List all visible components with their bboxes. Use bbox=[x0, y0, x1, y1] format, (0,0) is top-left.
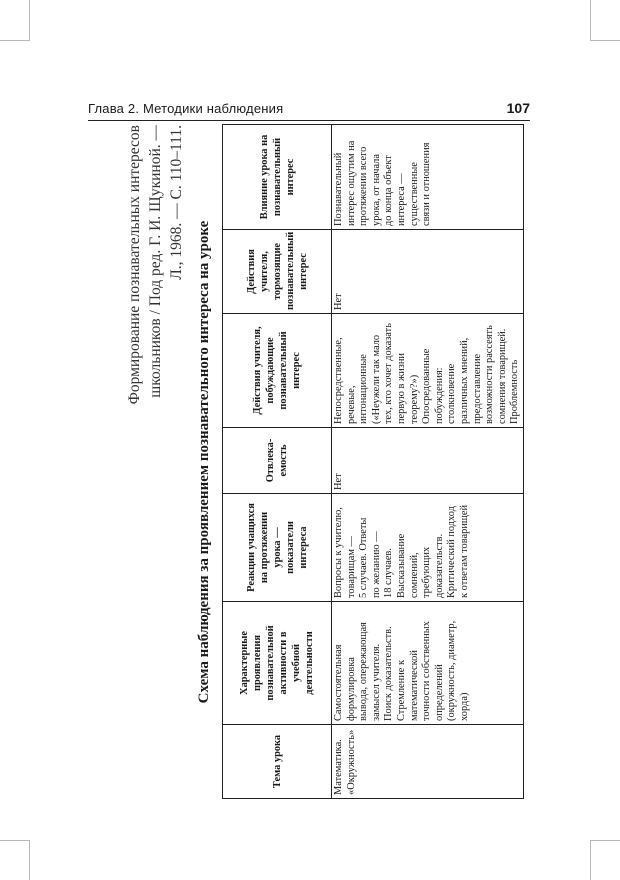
cell-line: хорда) bbox=[458, 692, 470, 721]
cell-line: определений bbox=[433, 664, 445, 721]
cell-line: интерес ощутим на bbox=[345, 140, 357, 226]
cell-line: товарищам — bbox=[345, 536, 357, 598]
cell-influence bbox=[332, 125, 524, 230]
observation-table bbox=[222, 124, 524, 799]
cell-line: до конца объект bbox=[383, 155, 395, 226]
header-cell-topic bbox=[223, 725, 332, 799]
cell-line: Познавательный bbox=[333, 152, 344, 226]
cell-line: Нет bbox=[333, 473, 344, 490]
header-line: Характерные bbox=[239, 631, 250, 695]
header-line: интерес bbox=[291, 352, 302, 389]
cell-line: побуждения: bbox=[433, 367, 445, 424]
cell-manifestations bbox=[332, 602, 524, 725]
cell-line: возможности рассеять bbox=[484, 325, 496, 424]
table-caption: Схема наблюдения за проявлением познавательного интереса на уроке bbox=[196, 220, 212, 704]
header-line: интереса bbox=[297, 526, 309, 569]
header-line: Действия учителя, bbox=[252, 326, 263, 415]
cell-line: столкновение bbox=[446, 363, 458, 424]
header-line: Действия bbox=[245, 249, 257, 294]
cell-line: вывода, опережающая bbox=[358, 622, 370, 721]
cell-line: математической bbox=[408, 650, 420, 721]
header-line: активности в bbox=[278, 631, 289, 695]
header-cell-inhibiting-actions bbox=[223, 230, 332, 314]
crop-mark bbox=[590, 40, 620, 41]
cell-line: Высказывание bbox=[395, 533, 407, 598]
cell-line: Проблемность bbox=[509, 359, 521, 424]
reference-line: школьников / Под ред. Г. И. Щукиной. — bbox=[147, 125, 164, 398]
cell-line: интонационные bbox=[358, 354, 370, 424]
cell-reactions bbox=[332, 494, 524, 602]
crop-mark bbox=[590, 0, 591, 40]
header-line: учителя, bbox=[258, 251, 270, 292]
cell-line: Стремление к bbox=[395, 659, 407, 721]
chapter-title: Глава 2. Методики наблюдения bbox=[88, 101, 284, 116]
cell-distraction bbox=[332, 428, 524, 494]
header-line: интерес bbox=[297, 253, 309, 290]
header-cell-manifestations bbox=[223, 602, 332, 725]
cell-stimulating-actions bbox=[332, 314, 524, 428]
cell-line: 5 случаев. Ответы bbox=[358, 517, 370, 598]
cell-line: 18 случаев. bbox=[383, 548, 395, 598]
crop-mark bbox=[29, 0, 30, 40]
cell-line: связи и отношения bbox=[421, 142, 433, 226]
cell-line: существенные bbox=[408, 162, 420, 226]
header-line: познавательной bbox=[265, 625, 276, 701]
header-line: интерес bbox=[284, 158, 296, 196]
cell-line: формулировка bbox=[345, 657, 357, 721]
cell-line: различных мнений, bbox=[458, 337, 470, 424]
header-line: тормозящие bbox=[271, 242, 283, 301]
cell-line: Критический подход bbox=[446, 506, 458, 598]
crop-mark bbox=[590, 840, 591, 880]
header-line: Отвлека- bbox=[265, 438, 276, 483]
cell-line: Математика. bbox=[333, 739, 344, 795]
cell-line: Самостоятельная bbox=[333, 644, 344, 721]
reference-line: Л., 1968. — С. 110–111. bbox=[168, 125, 185, 280]
cell-line: замысел учителя. bbox=[370, 643, 382, 721]
cell-line: «Окружность» bbox=[345, 729, 357, 795]
crop-mark bbox=[0, 840, 30, 841]
cell-line: по желанию — bbox=[370, 531, 382, 598]
cell-line: к ответам товарищей bbox=[458, 504, 470, 598]
cell-line: тех, кто хочет доказать bbox=[383, 323, 395, 424]
cell-line: первую в жизни bbox=[395, 353, 407, 424]
header-line: познавательный bbox=[284, 231, 296, 310]
header-line: урока — bbox=[271, 527, 283, 568]
header-line: емость bbox=[278, 444, 289, 477]
header-line: познавательный bbox=[271, 137, 283, 217]
header-line: Реакции учащихся bbox=[245, 503, 257, 592]
cell-line: теорему?») bbox=[408, 374, 420, 424]
running-header bbox=[88, 100, 530, 121]
cell-line: доказательств. bbox=[433, 533, 445, 598]
header-line: побуждающие bbox=[265, 337, 276, 404]
cell-line: Поиск доказательств. bbox=[383, 626, 395, 721]
header-line: на протяжении bbox=[258, 511, 270, 584]
cell-line: Непосредственные, bbox=[333, 337, 344, 424]
cell-topic bbox=[332, 725, 524, 799]
crop-mark bbox=[29, 840, 30, 880]
cell-line: сомнений, bbox=[408, 552, 420, 598]
cell-line: сомнения товарищей. bbox=[496, 328, 508, 424]
header-line: познавательный bbox=[278, 331, 289, 410]
cell-line: интереса — bbox=[395, 173, 407, 226]
cell-line: (окружность, диаметр, bbox=[446, 620, 458, 721]
header-line: проявления bbox=[252, 635, 263, 691]
cell-line: Нет bbox=[333, 293, 344, 310]
header-cell-stimulating-actions bbox=[223, 314, 332, 428]
header-cell-influence bbox=[223, 125, 332, 230]
cell-line: протяжении всего bbox=[358, 146, 370, 226]
page-number: 107 bbox=[506, 100, 530, 116]
header-line: показатели bbox=[284, 521, 296, 574]
cell-line: Опосредованные bbox=[421, 348, 433, 424]
cell-line: требующих bbox=[421, 546, 433, 598]
crop-mark bbox=[0, 40, 30, 41]
header-cell-distraction bbox=[223, 428, 332, 494]
table-header-row bbox=[223, 125, 332, 799]
reference-line: Формирование познавательных интересов bbox=[126, 125, 143, 405]
crop-mark bbox=[590, 840, 620, 841]
table-row bbox=[332, 125, 524, 799]
cell-line: речевые, bbox=[345, 385, 357, 424]
cell-line: («Неужели так мало bbox=[370, 334, 382, 424]
header-line: Тема урока bbox=[271, 734, 283, 789]
header-line: Влияние урока на bbox=[258, 134, 270, 220]
cell-line: Вопросы к учителю, bbox=[333, 507, 344, 598]
cell-inhibiting-actions bbox=[332, 230, 524, 314]
cell-line: предоставление bbox=[471, 353, 483, 424]
cell-line: точности собственных bbox=[421, 621, 433, 721]
cell-line: урока, от начала bbox=[370, 154, 382, 226]
header-line: деятельности bbox=[304, 631, 315, 695]
header-line: учебной bbox=[291, 643, 302, 683]
bibliographic-reference bbox=[124, 125, 187, 799]
header-cell-reactions bbox=[223, 494, 332, 602]
rotated-content bbox=[124, 125, 521, 799]
